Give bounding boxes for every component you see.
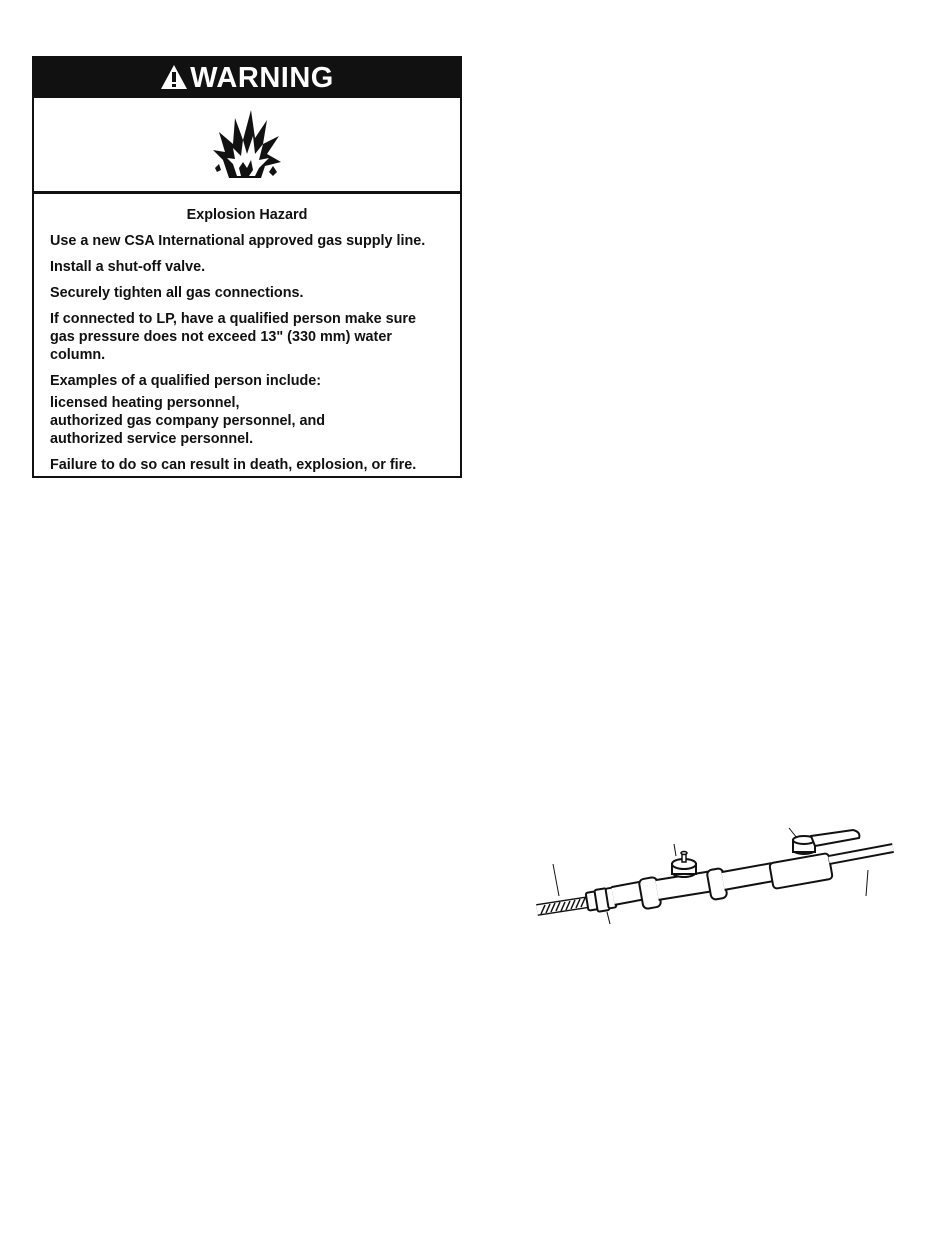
alert-triangle-icon (160, 64, 188, 90)
warning-header (34, 58, 460, 98)
pipe-tee (657, 881, 713, 890)
gas-line-shutoff-valve-illustration (533, 826, 903, 930)
warning-line: If connected to LP, have a qualified person make sure gas pressure does not exceed 13" (330 mm) water column. (50, 311, 417, 363)
warning-line: Use a new CSA International approved gas supply line. (50, 233, 426, 249)
flexible-connector-hose (537, 898, 589, 914)
warning-line: Install a shut-off valve. (50, 259, 206, 275)
gas-supply-line (829, 848, 893, 860)
warning-box (32, 56, 462, 478)
pipe-to-valve (723, 872, 773, 881)
warning-text (34, 194, 460, 474)
explosion-symbol-area (34, 98, 460, 194)
hazard-title: Explosion Hazard (186, 207, 308, 223)
warning-line: Examples of a qualified person include: (50, 373, 322, 389)
warning-header-label: WARNING (190, 61, 334, 94)
warning-line: Failure to do so can result in death, explosion, or fire. (50, 457, 417, 473)
explosion-icon (211, 110, 283, 180)
flare-fitting (586, 887, 617, 911)
warning-line: licensed heating personnel, authorized gas company personnel, and authorized service personnel. (50, 395, 326, 447)
warning-line: Securely tighten all gas connections. (50, 285, 304, 301)
